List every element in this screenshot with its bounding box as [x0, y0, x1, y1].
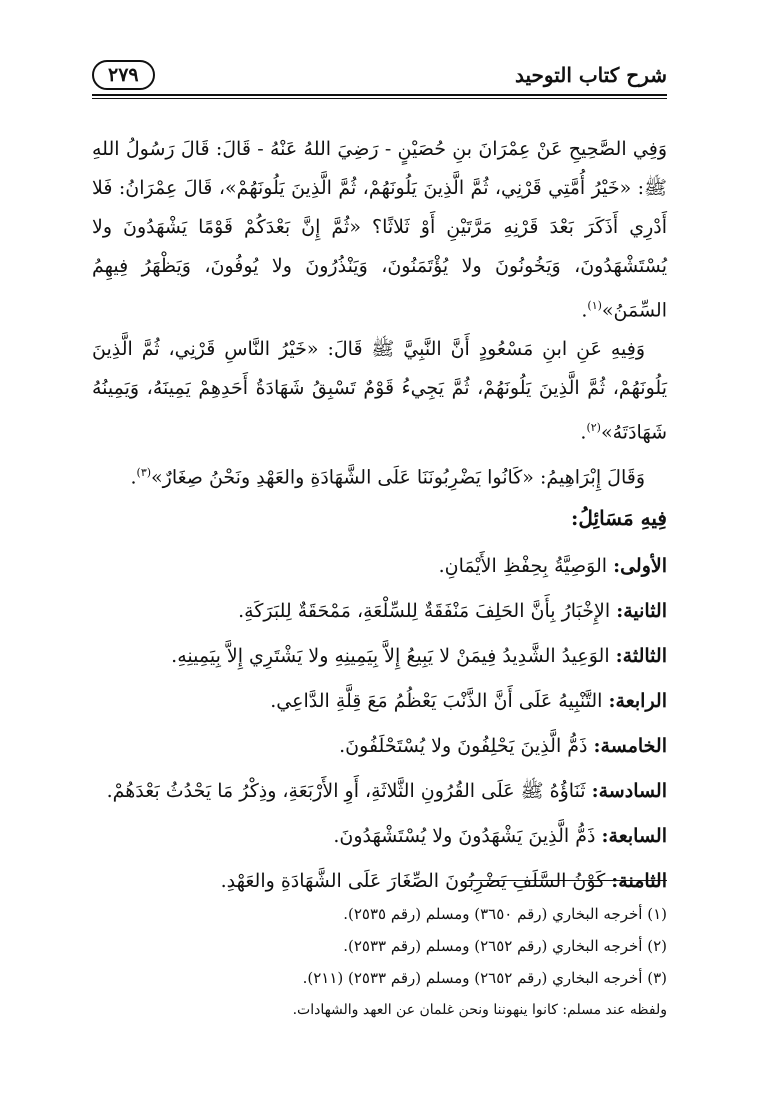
issues-list [92, 544, 667, 904]
issue-item [92, 679, 667, 724]
page-number: ٢٧٩ [92, 60, 155, 90]
issue-text: ذَمُّ الَّذِينَ يَحْلِفُونَ ولا يُسْتَحْلَفُونَ. [339, 734, 588, 757]
footnote-ref: (٢) [586, 421, 601, 435]
paragraph-text: وَقَالَ إِبْرَاهِيمُ: «كَانُوا يَضْرِبُونَنَا عَلَى الشَّهَادَةِ والعَهْدِ ونَحْنُ صِغَارٌ» [151, 465, 645, 488]
header-rule [92, 94, 667, 99]
paragraph-text: وَفِي الصَّحِيحِ عَنْ عِمْرَانَ بنِ حُصَيْنٍ - رَضِيَ اللهُ عَنْهُ - قَالَ: قَالَ رَسُولُ اللهِ ﷺ: «خَيْرُ أُمَّتِي قَرْنِي، ثُمَّ الَّذِينَ يَلُونَهُمْ، ثُمَّ الَّذِينَ يَلُونَهُمْ»، قَالَ عِمْرَانُ: فَلا أَدْرِي أَذَكَرَ بَعْدَ قَرْنِهِ مَرَّتَيْنِ أَوْ ثَلاثًا؟ «ثُمَّ إِنَّ بَعْدَكُمْ قَوْمًا يَشْهَدُونَ ولا يُسْتَشْهَدُونَ، وَيَخُونُونَ ولا يُؤْتَمَنُونَ، وَيَنْذُرُونَ ولا يُوفُونَ، وَيَظْهَرُ فِيهِمُ السِّمَنُ» [92, 138, 667, 322]
main-text [92, 130, 667, 904]
issue-item [92, 634, 667, 679]
paragraph-ibrahim: وَقَالَ إِبْرَاهِيمُ: «كَانُوا يَضْرِبُونَنَا عَلَى الشَّهَادَةِ والعَهْدِ ونَحْنُ صِغَارٌ»$^{(٣)}$. [130, 465, 645, 488]
issue-text: الوَصِيَّةُ بِحِفْظِ الأَيْمَانِ. [438, 554, 608, 577]
book-title: شرح كتاب التوحيد [514, 63, 667, 87]
paragraph-hadith-ibn-masud: وَفِيهِ عَنِ ابنِ مَسْعُودٍ أَنَّ النَّبِيَّ ﷺ قَالَ: «خَيْرُ النَّاسِ قَرْنِي، ثُمَّ الَّذِينَ يَلُونَهُمْ، ثُمَّ الَّذِينَ يَلُونَهُمْ، ثُمَّ يَجِيءُ قَوْمٌ تَسْبِقُ شَهَادَةُ أَحَدِهِمْ يَمِينَهُ، وَيَمِينُهُ شَهَادَتَهُ»$^{(٢)}$. [92, 338, 667, 444]
paragraph-hadith-imran: وَفِي الصَّحِيحِ عَنْ عِمْرَانَ بنِ حُصَيْنٍ - رَضِيَ اللهُ عَنْهُ - قَالَ: قَالَ رَسُولُ اللهِ ﷺ: «خَيْرُ أُمَّتِي قَرْنِي، ثُمَّ الَّذِينَ يَلُونَهُمْ، ثُمَّ الَّذِينَ يَلُونَهُمْ»، قَالَ عِمْرَانُ: فَلا أَدْرِي أَذَكَرَ بَعْدَ قَرْنِهِ مَرَّتَيْنِ أَوْ ثَلاثًا؟ «ثُمَّ إِنَّ بَعْدَكُمْ قَوْمًا يَشْهَدُونَ ولا يُسْتَشْهَدُونَ، وَيَخُونُونَ ولا يُؤْتَمَنُونَ، وَيَنْذُرُونَ ولا يُوفُونَ، وَيَظْهَرُ فِيهِمُ السِّمَنُ»$^{(١)}$. [92, 138, 667, 322]
paragraph-text: وَفِيهِ عَنِ ابنِ مَسْعُودٍ أَنَّ النَّبِيَّ ﷺ قَالَ: «خَيْرُ النَّاسِ قَرْنِي، ثُمَّ الَّذِينَ يَلُونَهُمْ، ثُمَّ الَّذِينَ يَلُونَهُمْ، ثُمَّ يَجِيءُ قَوْمٌ تَسْبِقُ شَهَادَةُ أَحَدِهِمْ يَمِينَهُ، وَيَمِينُهُ شَهَادَتَهُ» [92, 338, 667, 444]
issue-text: الإِخْبَارُ بِأَنَّ الحَلِفَ مَنْفَقَةٌ لِلسِّلْعَةِ، مَمْحَقَةٌ لِلبَرَكَةِ. [238, 599, 611, 622]
issues-heading: فِيهِ مَسَائِلُ: [570, 505, 667, 530]
footnote-2: (٢) أخرجه البخاري (رقم ٢٦٥٢) ومسلم (رقم ٢٥٣٣). [343, 937, 667, 955]
issue-text: التَّنْبِيهُ عَلَى أَنَّ الذَّنْبَ يَعْظُمُ مَعَ قِلَّةِ الدَّاعِي. [270, 689, 603, 712]
issue-text: كَوْنُ السَّلَفِ يَضْرِبُونَ الصِّغَارَ عَلَى الشَّهَادَةِ والعَهْدِ. [220, 869, 606, 892]
issue-text: ذَمُّ الَّذِينَ يَشْهَدُونَ ولا يُسْتَشْهَدُونَ. [333, 824, 596, 847]
footnote-3-note: ولفظه عند مسلم: كانوا ينهوننا ونحن غلمان عن العهد والشهادات. [292, 1002, 667, 1018]
issue-item [92, 814, 667, 859]
page-header [92, 58, 667, 92]
issue-item [92, 769, 667, 814]
footnote-rule [467, 880, 667, 881]
footnote-ref: (١) [587, 299, 602, 312]
footnote-3: (٣) أخرجه البخاري (رقم ٢٦٥٢) ومسلم (رقم ٢٥٣٣) (٢١١). [302, 969, 667, 987]
issue-text: الوَعِيدُ الشَّدِيدُ فِيمَنْ لا يَبِيعُ إِلاَّ بِيَمِينِهِ ولا يَشْتَرِي إِلاَّ بِيَمِينِهِ. [171, 644, 610, 667]
issue-label: السادسة: [591, 779, 667, 802]
issue-label: الثامنة: [611, 869, 667, 892]
issue-label: الخامسة: [593, 734, 667, 757]
issue-item [92, 544, 667, 589]
issue-item [92, 589, 667, 634]
issue-label: السابعة: [601, 824, 667, 847]
issue-label: الثالثة: [615, 644, 667, 667]
issue-item [92, 724, 667, 769]
issue-text: ثَنَاؤُهُ ﷺ عَلَى القُرُونِ الثَّلاثَةِ، أَوِ الأَرْبَعَةِ، وذِكْرُ مَا يَحْدُثُ بَعْدَهُمْ. [106, 779, 586, 802]
footnotes [92, 898, 667, 1026]
issue-label: الأولى: [613, 554, 667, 577]
issue-label: الرابعة: [608, 689, 667, 712]
footnote-1: (١) أخرجه البخاري (رقم ٣٦٥٠) ومسلم (رقم ٢٥٣٥). [343, 905, 667, 923]
footnote-ref: (٣) [136, 465, 152, 479]
issue-label: الثانية: [616, 599, 667, 622]
